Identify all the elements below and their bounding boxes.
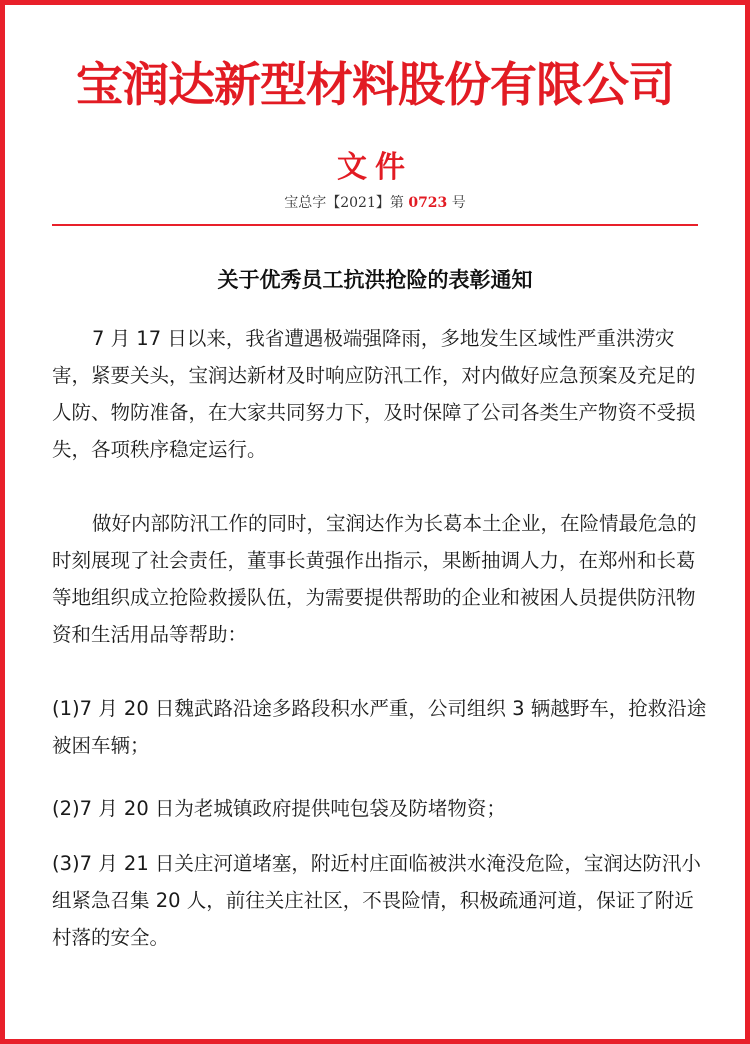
- document-type-label: 文件: [337, 150, 413, 185]
- notice-title: 关于优秀员工抗洪抢险的表彰通知: [217, 268, 533, 292]
- list-item-2: (2)7 月 20 日为老城镇政府提供吨包袋及防堵物资；: [52, 797, 506, 820]
- paragraph-intro: 7 月 17 日以来，我省遭遇极端强降雨，多地发生区域性严重洪涝灾害，紧要关头，宝润达新材及时响应防汛工作，对内做好应急预案及充足的人防、物防准备，在大家共同努力下，及时保障了公司各类生产物资不受损失，各项秩序稳定运行。: [52, 327, 696, 461]
- list-item-1: (1)7 月 20 日魏武路沿途多路段积水严重，公司组织 3 辆越野车，抢救沿途被困车辆；: [52, 697, 707, 757]
- document-number-suffix: 号: [447, 195, 466, 211]
- document-number-prefix: 宝总字【2021】第: [284, 195, 409, 211]
- document-number: [0, 193, 750, 213]
- paragraph-community-help: 做好内部防汛工作的同时，宝润达作为长葛本土企业，在险情最危急的时刻展现了社会责任，董事长黄强作出指示，果断抽调人力，在郑州和长葛等地组织成立抢险救援队伍，为需要提供帮助的企业和被困人员提供防汛物资和生活用品等帮助：: [52, 512, 697, 646]
- list-item-3: (3)7 月 21 日关庄河道堵塞，附近村庄面临被洪水淹没危险，宝润达防汛小组紧急召集 20 人，前往关庄社区，不畏险情，积极疏通河道，保证了附近村落的安全。: [52, 852, 701, 949]
- organization-name: 宝润达新型材料股份有限公司: [76, 58, 674, 113]
- header-divider: [52, 224, 698, 226]
- document-number-value: 0723: [408, 195, 448, 211]
